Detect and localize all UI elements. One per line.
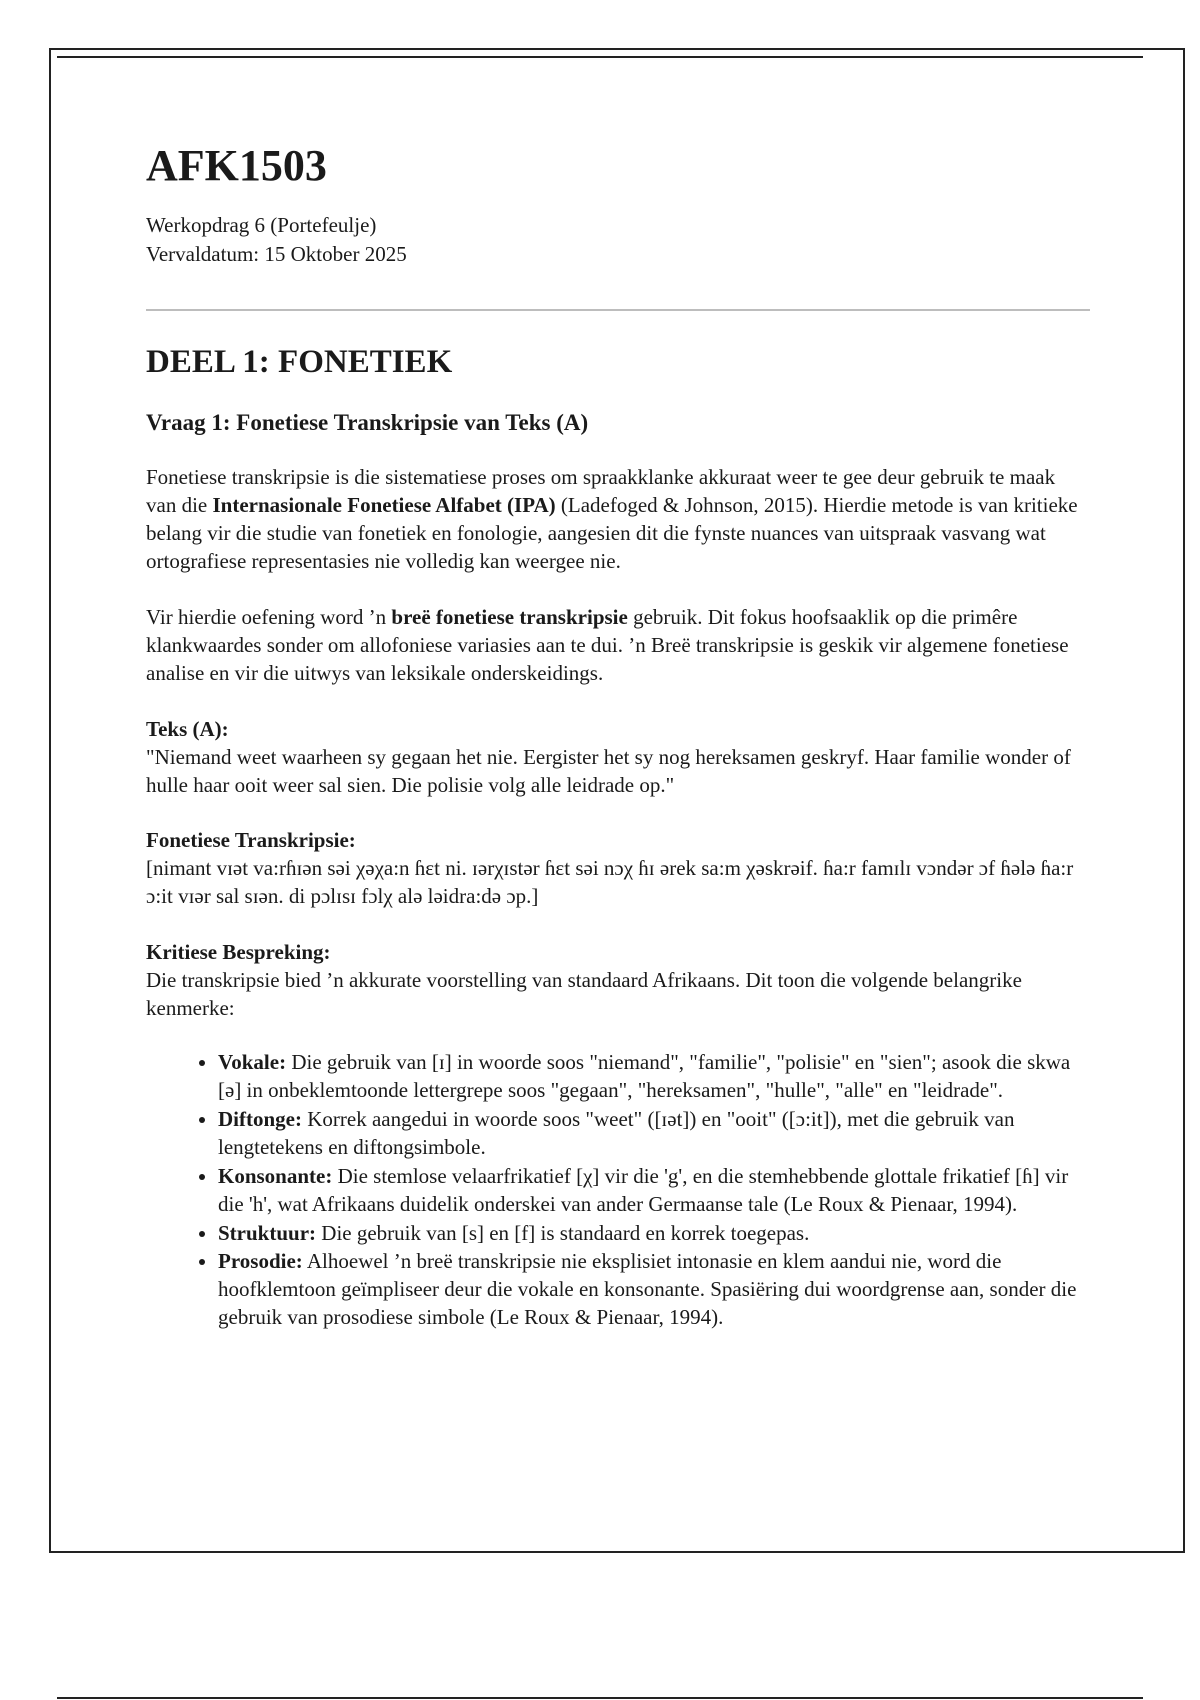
due-date-line: Vervaldatum: 15 Oktober 2025 — [146, 241, 407, 266]
list-item: • Diftonge: Korrek aangedui in woorde soos "weet" ([ɪət]) en "ooit" ([ɔ:it]), met die gebruik van lengtetekens en diftongsimbole. — [218, 1106, 1090, 1162]
assignment-line: Werkopdrag 6 (Portefeulje) — [146, 212, 377, 237]
document-body — [146, 140, 1090, 1333]
transcription-text: [nimant vɪət va:rɦɪən səi χəχa:n ɦɛt ni. ɪərχɪstər ɦɛt səi nɔχ ɦɪ ərek sa:m χəskrəif. ɦa:r famɪlɪ vɔndər ɔf ɦələ ɦa:r ɔ:it vɪər sal sɪən. di pɔlɪsɪ fɔlχ alə ləidra:də ɔp.] — [146, 856, 1074, 909]
ipa-term: Internasionale Fonetiese Alfabet (IPA) — [212, 493, 556, 518]
feature-list — [146, 1049, 1090, 1332]
intro-paragraph-2: Vir hierdie oefening word ’n breë fonetiese transkripsie gebruik. Dit fokus hoofsaaklik op die primêre klankwaardes sonder om allofoniese variasies aan te dui. ’n Breë transkripsie is geskik vir algemene fonetiese analise en vir die uitwys van leksikale onderskeidings. — [146, 604, 1069, 685]
transcription-block — [146, 827, 1090, 911]
discussion-block — [146, 939, 1090, 1332]
discussion-label: Kritiese Bespreking: — [146, 940, 331, 965]
list-item: • Vokale: Die gebruik van [ɪ] in woorde soos "niemand", "familie", "polisie" en "sien"; asook die skwa [ə] in onbeklemtoonde lettergrepe soos "gegaan", "hereksamen", "hulle", "alle" en "leidrade". — [218, 1049, 1090, 1105]
question-heading: Vraag 1: Fonetiese Transkripsie van Teks (A) — [146, 410, 589, 436]
broad-transcription-term: breë fonetiese transkripsie — [391, 604, 628, 629]
transcription-label: Fonetiese Transkripsie: — [146, 828, 356, 853]
section-divider — [146, 309, 1090, 311]
text-a-block — [146, 716, 1090, 800]
list-item: • Struktuur: Die gebruik van [s] en [f] is standaard en korrek toegepas. — [218, 1220, 1090, 1248]
document-meta — [146, 211, 1090, 269]
section-heading: DEEL 1: FONETIEK — [146, 343, 453, 380]
bottom-rule — [57, 1697, 1143, 1699]
list-item: • Prosodie: Alhoewel ’n breë transkripsie nie eksplisiet intonasie en klem aandui nie, word die hoofklemtoon geïmpliseer deur die vokale en konsonante. Spasiëring dui woordgrense aan, sonder die gebruik van prosodiese simbole (Le Roux & Pienaar, 1994). — [218, 1248, 1090, 1332]
list-item: • Konsonante: Die stemlose velaarfrikatief [χ] vir die 'g', en die stemhebbende glottale frikatief [ɦ] vir die 'h', wat Afrikaans duidelik onderskei van ander Germaanse tale (Le Roux & Pienaar, 1994). — [218, 1163, 1090, 1219]
intro-paragraph-1: Fonetiese transkripsie is die sistematiese proses om spraakklanke akkuraat weer te gee deur gebruik te maak van die Internasionale Fonetiese Alfabet (IPA) (Ladefoged & Johnson, 2015). Hierdie metode is van kritieke belang vir die studie van fonetiek en fonologie, aangesien dit die fynste nuances van uitspraak vasvang wat ortografiese representasies nie volledig kan weergee nie. — [146, 465, 1078, 573]
document-title: AFK1503 — [146, 141, 327, 190]
text-a-label: Teks (A): — [146, 716, 229, 741]
discussion-intro: Die transkripsie bied ’n akkurate voorstelling van standaard Afrikaans. Dit toon die volgende belangrike kenmerke: — [146, 968, 1022, 1021]
text-a-quote: "Niemand weet waarheen sy gegaan het nie. Eergister het sy nog hereksamen geskryf. Haar familie wonder of hulle haar ooit weer sal sien. Die polisie volg alle leidrade op." — [146, 744, 1071, 797]
